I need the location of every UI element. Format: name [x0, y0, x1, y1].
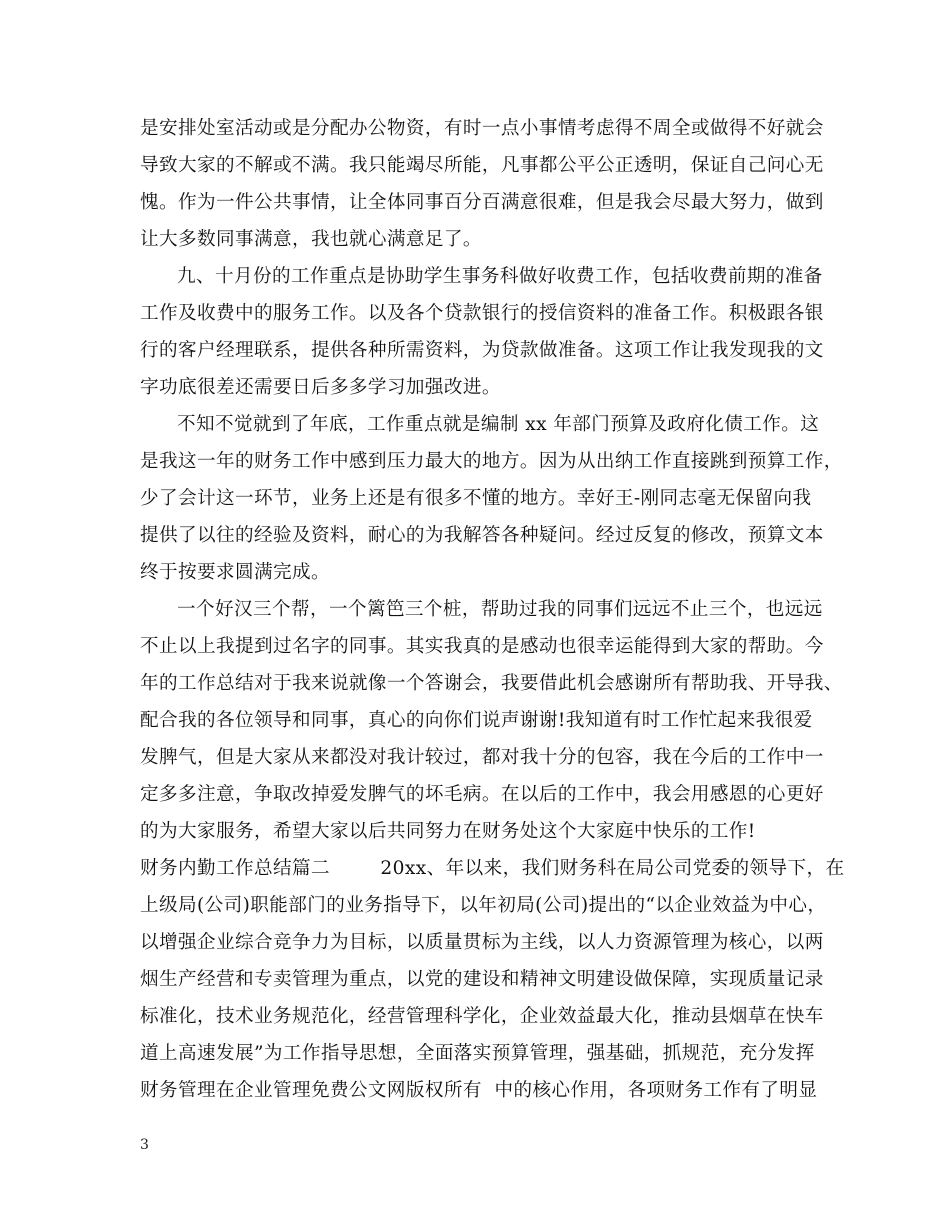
text-line: 导致大家的不解或不满。我只能竭尽所能，凡事都公平公正透明，保证自己问心无 — [140, 155, 824, 176]
text-line: 终于按要求圆满完成。 — [140, 562, 330, 583]
text-line: 标准化，技术业务规范化，经营管理科学化，企业效益最大化，推动县烟草在快车 — [140, 1006, 824, 1027]
text-line: 愧。作为一件公共事情，让全体同事百分百满意很难，但是我会尽最大努力，做到 — [140, 192, 824, 213]
text-line: 上级局(公司)职能部门的业务指导下，以年初局(公司)提出的“以企业效益为中心， — [140, 895, 827, 916]
paragraph-first-line: 九、十月份的工作重点是协助学生事务科做好收费工作，包括收费前期的准备 — [177, 266, 823, 287]
text-line: 工作及收费中的服务工作。以及各个贷款银行的授信资料的准备工作。积极跟各银 — [140, 303, 824, 324]
text-line: 配合我的各位领导和同事，真心的向你们说声谢谢!我知道有时工作忙起来我很爱 — [140, 710, 813, 731]
text-line: 不止以上我提到过名字的同事。其实我真的是感动也很幸运能得到大家的帮助。今 — [140, 636, 824, 657]
text-line: 道上高速发展”为工作指导思想，全面落实预算管理，强基础，抓规范，充分发挥 — [140, 1043, 815, 1064]
text-line: 以增强企业综合竞争力为目标，以质量贯标为主线，以人力资源管理为核心，以两 — [140, 932, 824, 953]
text-line: 是安排处室活动或是分配办公物资，有时一点小事情考虑得不周全或做得不好就会 — [140, 118, 824, 139]
text-line: 提供了以往的经验及资料，耐心的为我解答各种疑问。经过反复的修改，预算文本 — [140, 525, 824, 546]
text-line: 发脾气，但是大家从来都没对我计较过，都对我十分的包容，我在今后的工作中一 — [140, 747, 824, 768]
text-line: 让大多数同事满意，我也就心满意足了。 — [140, 229, 482, 250]
text-line: 字功底很差还需要日后多多学习加强改进。 — [140, 377, 501, 398]
text-line: 的为大家服务，希望大家以后共同努力在财务处这个大家庭中快乐的工作! — [140, 821, 756, 842]
section-heading-line: 财务内勤工作总结篇二 20xx、年以来，我们财务科在局公司党委的领导下，在 — [140, 858, 845, 879]
text-line: 定多多注意，争取改掉爱发脾气的坏毛病。在以后的工作中，我会用感恩的心更好 — [140, 784, 824, 805]
paragraph-first-line: 一个好汉三个帮，一个篱笆三个桩，帮助过我的同事们远远不止三个，也远远 — [177, 599, 823, 620]
text-line: 烟生产经营和专卖管理为重点，以党的建设和精神文明建设做保障，实现质量记录 — [140, 969, 824, 990]
text-line: 年的工作总结对于我来说就像一个答谢会，我要借此机会感谢所有帮助我、开导我、 — [140, 673, 843, 694]
paragraph-first-line: 不知不觉就到了年底，工作重点就是编制 xx 年部门预算及政府化债工作。这 — [177, 414, 820, 435]
page-number: 3 — [140, 1137, 149, 1153]
text-line: 少了会计这一环节，业务上还是有很多不懂的地方。幸好王-刚同志毫无保留向我 — [140, 488, 812, 509]
text-line: 是我这一年的财务工作中感到压力最大的地方。因为从出纳工作直接跳到预算工作， — [140, 451, 843, 472]
text-line: 财务管理在企业管理免费公文网版权所有 中的核心作用，各项财务工作有了明显 — [140, 1080, 818, 1101]
text-line: 行的客户经理联系，提供各种所需资料，为贷款做准备。这项工作让我发现我的文 — [140, 340, 824, 361]
